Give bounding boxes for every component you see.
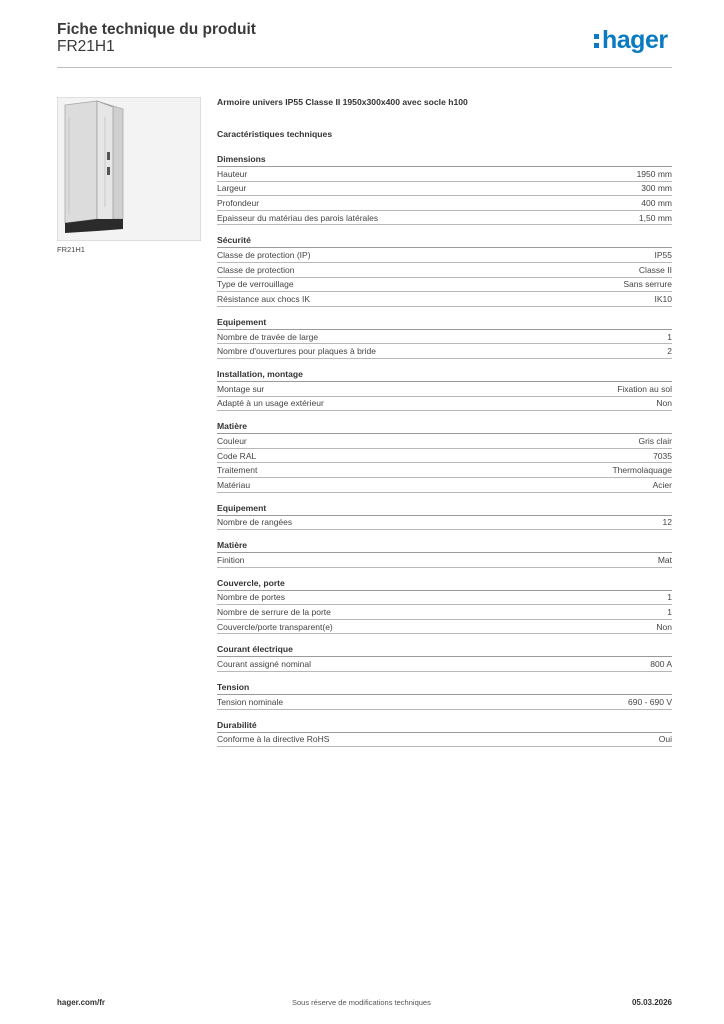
section-title: Dimensions xyxy=(217,153,672,167)
hager-logo xyxy=(594,28,668,53)
spec-value: 1 xyxy=(667,331,672,342)
spec-row xyxy=(217,263,672,278)
spec-label: Couvercle/porte transparent(e) xyxy=(217,621,333,632)
spec-value: Sans serrure xyxy=(623,279,672,290)
spec-label: Nombre de travée de large xyxy=(217,331,319,342)
spec-row xyxy=(217,657,672,672)
spec-value: 690 - 690 V xyxy=(628,696,672,707)
spec-row xyxy=(217,167,672,182)
spec-value: Oui xyxy=(658,734,672,745)
spec-label: Finition xyxy=(217,554,245,565)
spec-value: 1 xyxy=(667,592,672,603)
spec-row xyxy=(217,620,672,635)
logo-dots-icon xyxy=(594,33,600,49)
spec-value: 12 xyxy=(662,517,672,528)
section-title: Matière xyxy=(217,420,672,434)
spec-row xyxy=(217,397,672,412)
spec-label: Largeur xyxy=(217,183,247,194)
spec-row xyxy=(217,733,672,748)
spec-section xyxy=(217,234,672,306)
tech-characteristics-title: Caractéristiques techniques xyxy=(217,129,333,139)
spec-sections xyxy=(217,153,672,747)
footer-website: hager.com/fr xyxy=(57,998,106,1007)
spec-label: Nombre de rangées xyxy=(217,517,293,528)
spec-value: Fixation au sol xyxy=(617,383,672,394)
spec-section xyxy=(217,368,672,411)
spec-label: Code RAL xyxy=(217,450,257,461)
logo-text: hager xyxy=(602,26,668,54)
spec-value: 1 xyxy=(667,607,672,618)
spec-value: IK10 xyxy=(654,293,672,304)
spec-row xyxy=(217,182,672,197)
spec-value: IP55 xyxy=(654,250,672,261)
section-title: Courant électrique xyxy=(217,643,672,657)
product-image xyxy=(57,97,201,241)
spec-value: Thermolaquage xyxy=(612,465,672,476)
spec-label: Profondeur xyxy=(217,197,260,208)
spec-label: Conforme à la directive RoHS xyxy=(217,734,330,745)
spec-value: 400 mm xyxy=(641,197,672,208)
spec-value: Classe II xyxy=(638,264,672,275)
spec-value: 300 mm xyxy=(641,183,672,194)
section-title: Sécurité xyxy=(217,234,672,248)
spec-label: Nombre de portes xyxy=(217,592,286,603)
spec-row xyxy=(217,248,672,263)
product-image-caption: FR21H1 xyxy=(57,245,85,254)
section-title: Equipement xyxy=(217,502,672,516)
spec-row xyxy=(217,292,672,307)
spec-row xyxy=(217,591,672,606)
spec-label: Tension nominale xyxy=(217,696,284,707)
spec-value: Non xyxy=(656,398,672,409)
spec-row xyxy=(217,211,672,226)
spec-section xyxy=(217,420,672,492)
spec-row xyxy=(217,516,672,531)
spec-content xyxy=(217,96,672,756)
spec-label: Classe de protection xyxy=(217,264,295,275)
spec-label: Adapté à un usage extérieur xyxy=(217,398,324,409)
spec-label: Couleur xyxy=(217,435,247,446)
spec-section xyxy=(217,681,672,710)
section-title: Installation, montage xyxy=(217,368,672,382)
spec-section xyxy=(217,316,672,359)
spec-row xyxy=(217,330,672,345)
spec-value: Acier xyxy=(652,479,672,490)
spec-value: 2 xyxy=(667,346,672,357)
section-title: Durabilité xyxy=(217,719,672,733)
spec-label: Nombre d'ouvertures pour plaques à bride xyxy=(217,346,376,357)
section-title: Matière xyxy=(217,539,672,553)
spec-row xyxy=(217,278,672,293)
spec-row xyxy=(217,344,672,359)
product-reference: FR21H1 xyxy=(57,38,115,55)
header-divider xyxy=(57,67,672,68)
footer-date: 05.03.2026 xyxy=(631,998,672,1007)
spec-section xyxy=(217,643,672,672)
spec-label: Courant assigné nominal xyxy=(217,659,312,670)
spec-label: Montage sur xyxy=(217,383,265,394)
spec-value: 7035 xyxy=(653,450,672,461)
spec-section xyxy=(217,502,672,531)
spec-section xyxy=(217,153,672,225)
page-title: Fiche technique du produit xyxy=(57,21,256,38)
spec-row xyxy=(217,382,672,397)
spec-value: 1950 mm xyxy=(636,168,672,179)
product-description: Armoire univers IP55 Classe II 1950x300x400 avec socle h100 xyxy=(217,97,468,107)
spec-label: Matériau xyxy=(217,479,251,490)
spec-value: Mat xyxy=(657,554,672,565)
spec-value: Non xyxy=(656,621,672,632)
spec-label: Epaisseur du matériau des parois latérales xyxy=(217,212,379,223)
spec-label: Type de verrouillage xyxy=(217,279,294,290)
spec-label: Nombre de serrure de la porte xyxy=(217,607,331,618)
spec-section xyxy=(217,577,672,635)
spec-section xyxy=(217,719,672,748)
spec-label: Résistance aux chocs IK xyxy=(217,293,311,304)
spec-row xyxy=(217,478,672,493)
spec-value: 1,50 mm xyxy=(638,212,672,223)
spec-label: Classe de protection (IP) xyxy=(217,250,311,261)
section-title: Equipement xyxy=(217,316,672,330)
spec-value: 800 A xyxy=(650,659,672,670)
spec-label: Traitement xyxy=(217,465,258,476)
spec-row xyxy=(217,196,672,211)
spec-value: Gris clair xyxy=(638,435,672,446)
spec-row xyxy=(217,434,672,449)
spec-row xyxy=(217,449,672,464)
section-title: Tension xyxy=(217,681,672,695)
spec-row xyxy=(217,605,672,620)
spec-row xyxy=(217,695,672,710)
section-title: Couvercle, porte xyxy=(217,577,672,591)
footer-notice: Sous réserve de modifications techniques xyxy=(292,998,431,1007)
spec-label: Hauteur xyxy=(217,168,248,179)
spec-row xyxy=(217,463,672,478)
spec-section xyxy=(217,539,672,568)
spec-row xyxy=(217,553,672,568)
